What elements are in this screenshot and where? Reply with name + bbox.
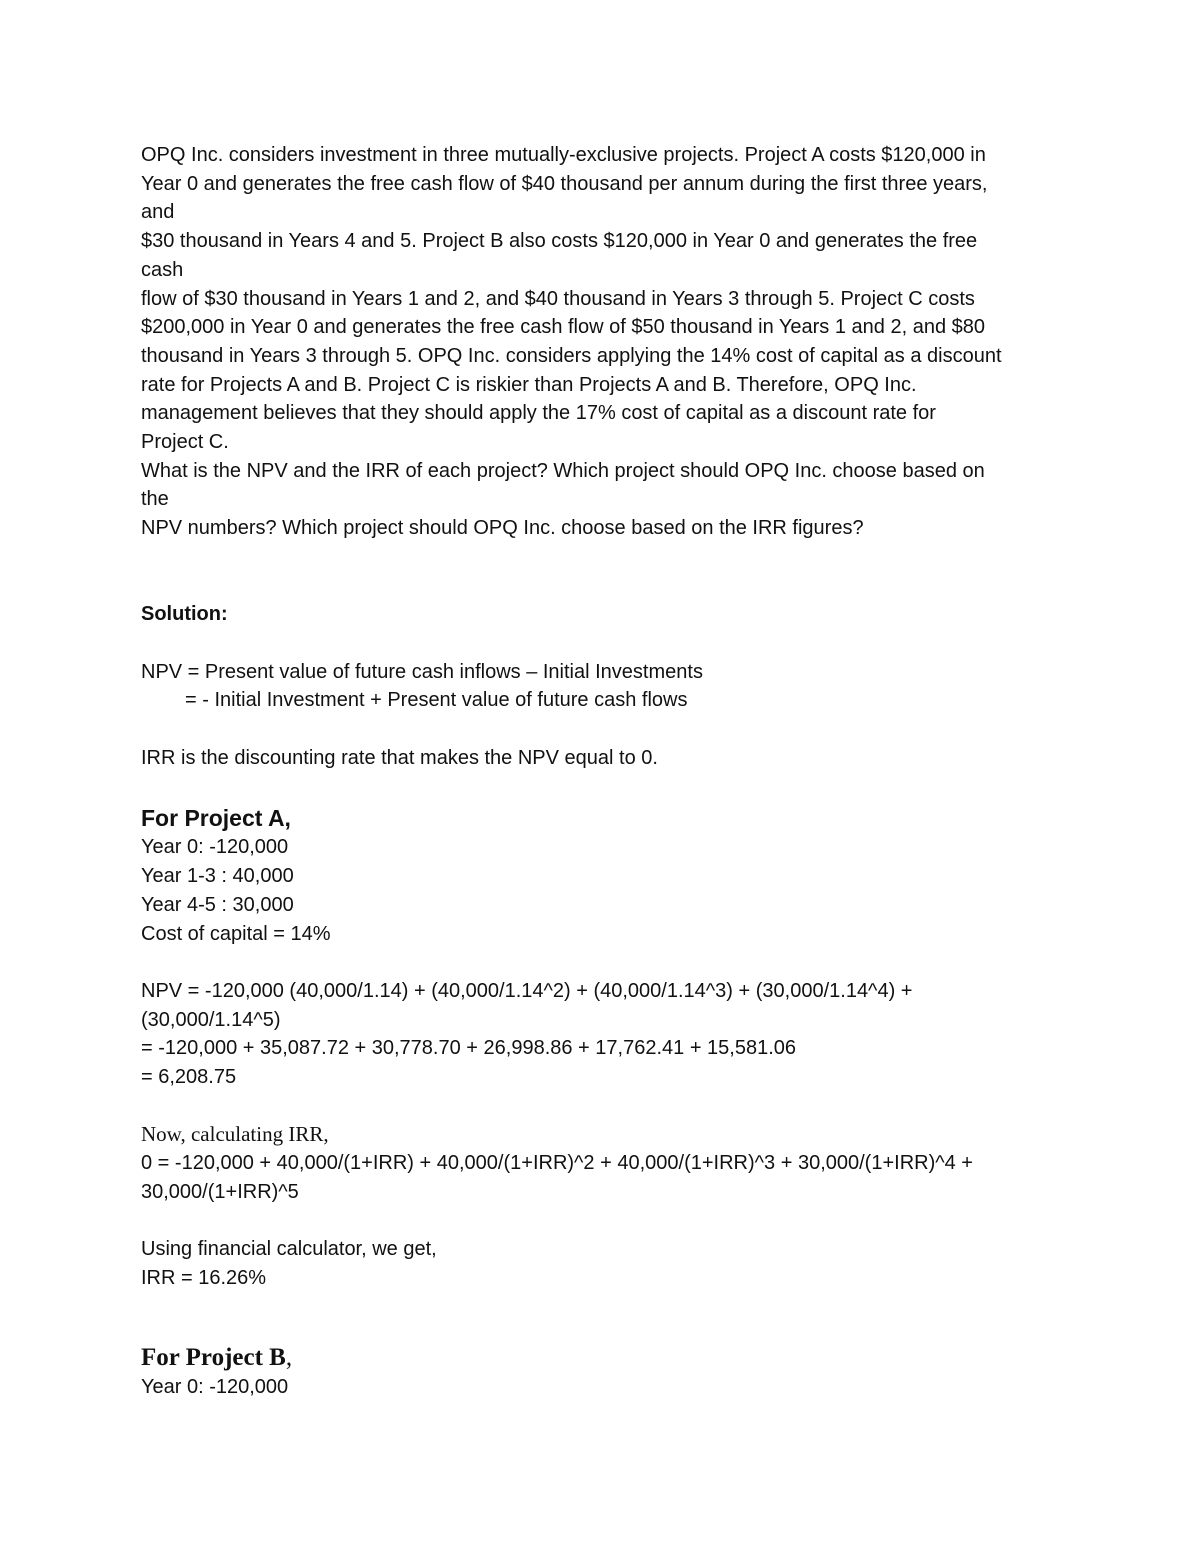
question-line: NPV numbers? Which project should OPQ Inc. choose based on the IRR figures?	[141, 517, 864, 540]
document-body	[141, 141, 1061, 1401]
question-line: OPQ Inc. considers investment in three mutually-exclusive projects. Project A costs $120,000 in	[141, 144, 986, 166]
question-line: the	[141, 488, 169, 511]
question-line: What is the NPV and the IRR of each project? Which project should OPQ Inc. choose based on	[141, 459, 985, 482]
project-a-cost-of-capital: Cost of capital = 14%	[141, 922, 331, 945]
project-a-calculator-note: Using financial calculator, we get,	[141, 1238, 437, 1261]
question-line: cash	[141, 258, 184, 281]
project-b-heading-comma: ,	[285, 1343, 293, 1371]
irr-definition: IRR is the discounting rate that makes the NPV equal to 0.	[141, 746, 658, 769]
project-a-year0: Year 0: -120,000	[141, 836, 289, 859]
npv-definition: NPV = Present value of future cash inflows – Initial Investments	[141, 660, 703, 683]
project-a-irr-equation-cont: 30,000/(1+IRR)^5	[141, 1180, 299, 1203]
project-b-heading	[141, 1343, 1061, 1373]
project-b-year0: Year 0: -120,000	[141, 1375, 289, 1398]
question-line: rate for Projects A and B. Project C is riskier than Projects A and B. Therefore, OPQ Inc.	[141, 373, 917, 396]
project-a-npv-formula: NPV = -120,000 (40,000/1.14) + (40,000/1.14^2) + (40,000/1.14^3) + (30,000/1.14^4) +	[141, 979, 913, 1002]
question-line: and	[141, 201, 175, 224]
npv-definition-alt: = - Initial Investment + Present value of future cash flows	[185, 689, 688, 712]
question-line: $30 thousand in Years 4 and 5. Project B also costs $120,000 in Year 0 and generates the free	[141, 230, 978, 253]
project-a-npv-result: = 6,208.75	[141, 1066, 237, 1089]
project-b-heading-text: For Project B	[141, 1343, 286, 1371]
question-line: flow of $30 thousand in Years 1 and 2, and $40 thousand in Years 3 through 5. Project C costs	[141, 287, 975, 310]
project-a-year4-5: Year 4-5 : 30,000	[141, 893, 294, 916]
project-a-year1-3: Year 1-3 : 40,000	[141, 865, 294, 888]
question-line: management believes that they should apply the 17% cost of capital as a discount rate for	[141, 402, 936, 425]
question-paragraph	[141, 141, 1061, 543]
question-line: thousand in Years 3 through 5. OPQ Inc. considers applying the 14% cost of capital as a discount	[141, 344, 1002, 367]
project-a-irr-equation: 0 = -120,000 + 40,000/(1+IRR) + 40,000/(1+IRR)^2 + 40,000/(1+IRR)^3 + 30,000/(1+IRR)^4 +	[141, 1152, 973, 1175]
question-line: $200,000 in Year 0 and generates the free cash flow of $50 thousand in Years 1 and 2, and $80	[141, 316, 986, 339]
project-a-irr-result: IRR = 16.26%	[141, 1266, 267, 1289]
solution-label: Solution:	[141, 603, 228, 626]
project-a-irr-intro: Now, calculating IRR,	[141, 1122, 329, 1147]
project-a-heading: For Project A,	[141, 805, 291, 832]
project-a-npv-formula-cont: (30,000/1.14^5)	[141, 1008, 281, 1031]
question-line: Project C.	[141, 431, 229, 454]
project-a-npv-values: = -120,000 + 35,087.72 + 30,778.70 + 26,998.86 + 17,762.41 + 15,581.06	[141, 1037, 797, 1060]
question-line: Year 0 and generates the free cash flow of $40 thousand per annum during the first three years,	[141, 172, 988, 195]
